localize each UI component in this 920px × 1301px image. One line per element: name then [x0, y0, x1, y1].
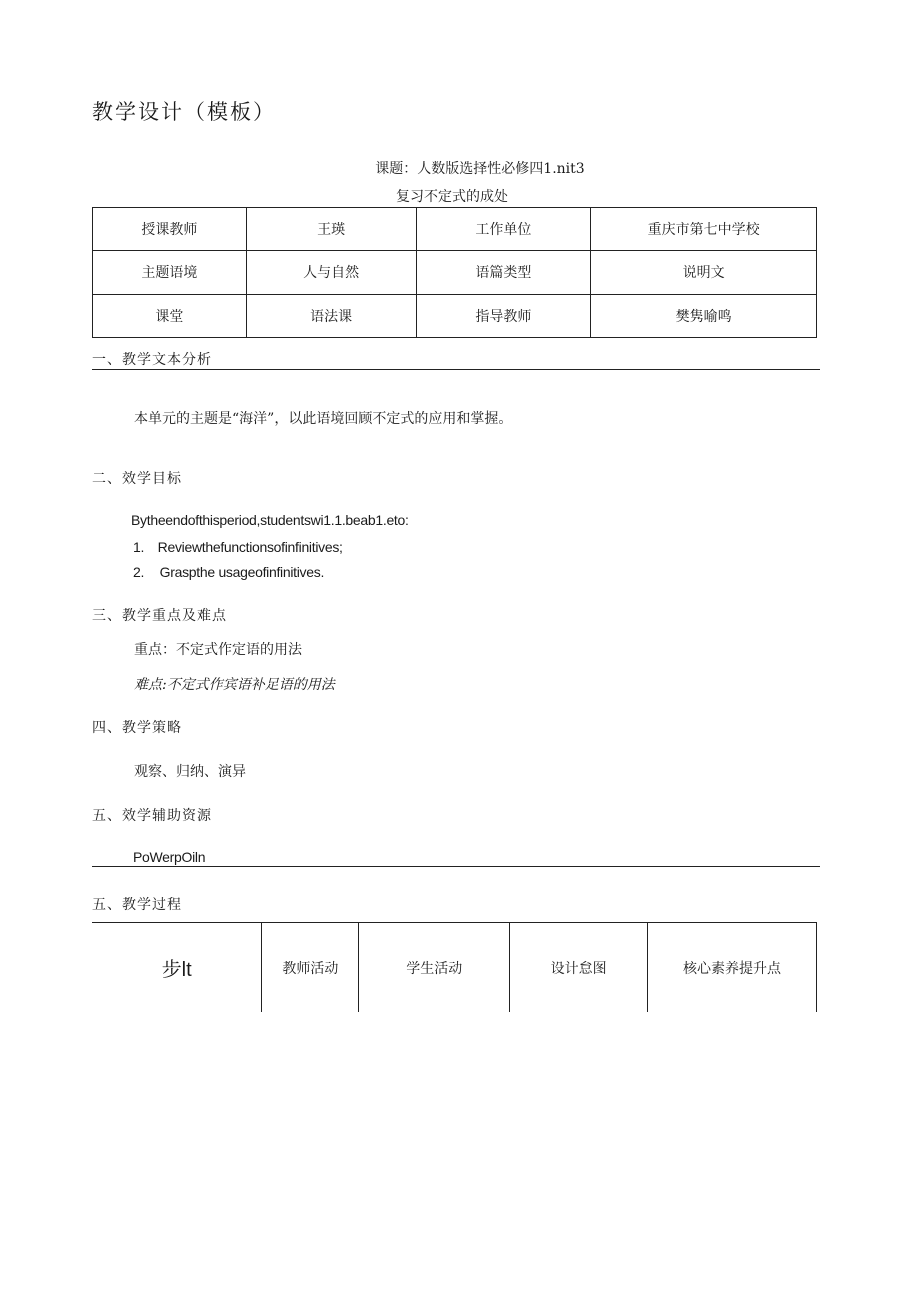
section-heading-key-points: 三、教学重点及难点 — [92, 608, 227, 624]
table-cell: 授课教师 — [93, 208, 247, 251]
table-cell: 人与自然 — [246, 251, 416, 294]
table-header-cell: 核心素养提升点 — [648, 923, 817, 1013]
objective-number: 2. — [133, 564, 145, 580]
section-heading-objectives: 二、效学目标 — [92, 471, 182, 487]
table-cell: 工作单位 — [416, 208, 591, 251]
section-heading-process: 五、教学过程 — [92, 897, 182, 913]
strategy-body: 观察、归纳、演异 — [134, 764, 246, 780]
divider — [92, 369, 820, 370]
table-cell: 指导教师 — [416, 294, 591, 337]
table-header-cell: 步lt — [92, 923, 262, 1013]
table-cell: 重庆市第七中学校 — [591, 208, 817, 251]
text-analysis-body: 本单元的主题是“海洋”，以此语境回顾不定式的应用和掌握。 — [134, 411, 513, 427]
table-cell: 主题语境 — [93, 251, 247, 294]
objective-item — [133, 539, 343, 555]
lesson-subject: 课题：人数版选择性必修四1.nit3 — [375, 161, 585, 177]
objective-item — [133, 564, 324, 580]
objectives-intro: Bytheendofthisperiod,studentswi1.1.beab1.eto: — [131, 512, 409, 528]
section-heading-strategy: 四、教学策略 — [92, 720, 182, 736]
table-cell: 说明文 — [591, 251, 817, 294]
resources-body: PoWerpOiln — [133, 849, 206, 865]
table-row — [93, 294, 817, 337]
table-cell: 樊隽喻鸣 — [591, 294, 817, 337]
table-cell: 语篇类型 — [416, 251, 591, 294]
table-cell: 王瑛 — [246, 208, 416, 251]
section-heading-text-analysis: 一、教学文本分析 — [92, 352, 212, 368]
document-title: 教学设计（模板） — [92, 100, 276, 124]
lesson-subtitle: 复习不定式的成处 — [312, 186, 508, 208]
objective-text: Reviewthefunctionsofinfinitives; — [157, 539, 343, 555]
key-point: 重点：不定式作定语的用法 — [134, 642, 302, 658]
process-table — [92, 922, 817, 1012]
divider — [92, 866, 820, 867]
difficult-point: 难点:不定式作宾语补足语的用法 — [134, 677, 335, 693]
objective-number: 1. — [133, 539, 145, 555]
table-row — [92, 923, 817, 1013]
table-cell: 课堂 — [93, 294, 247, 337]
table-cell: 语法课 — [246, 294, 416, 337]
table-header-cell: 学生活动 — [359, 923, 510, 1013]
objective-text: Graspthe usageofinfinitives. — [159, 564, 325, 580]
table-header-cell: 教师活动 — [262, 923, 359, 1013]
section-heading-resources: 五、效学辅助资源 — [92, 808, 212, 824]
info-table — [92, 207, 817, 338]
table-header-cell: 设计怠图 — [510, 923, 648, 1013]
table-row — [93, 208, 817, 251]
table-row — [93, 251, 817, 294]
